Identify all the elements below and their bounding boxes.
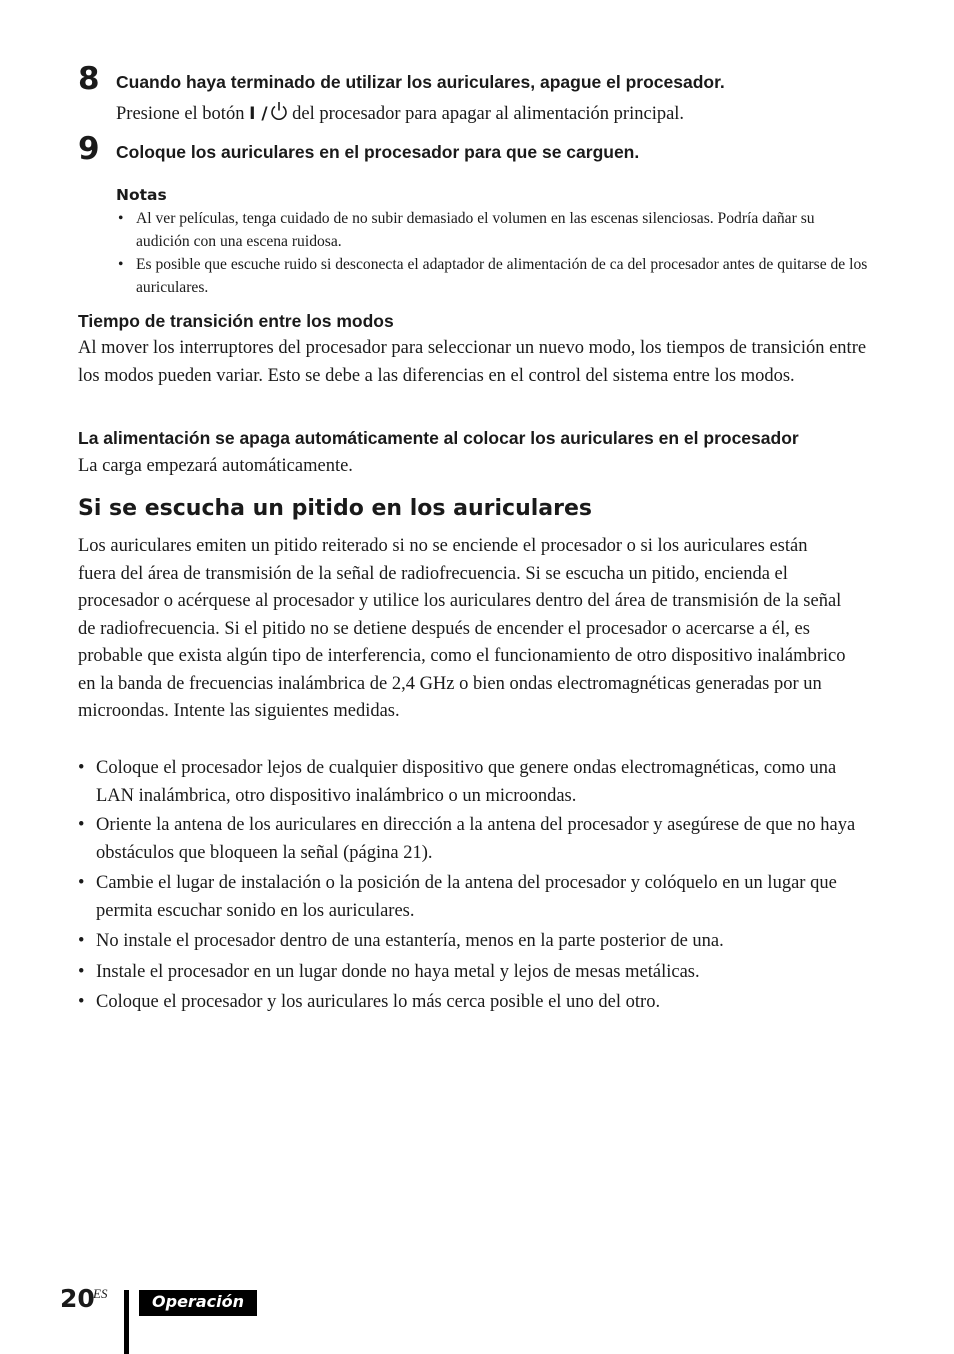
list-item [78,989,868,1017]
step-9-number: 9 [78,131,100,167]
bullet-marker: • [118,256,124,273]
note-text: Al ver películas, tenga cuidado de no subir demasiado el volumen en las escenas silenciosas. Podría dañar su audición con una escena ruidosa. [136,210,815,250]
bullet-marker: • [78,962,85,982]
beep-heading: Si se escucha un pitido en los auriculares [78,496,593,521]
power-icon [270,101,288,127]
note-item [118,253,868,299]
bullet-marker: • [78,992,85,1012]
notes-heading: Notas [116,186,167,204]
list-item [78,755,868,810]
list-item-text: Cambie el lugar de instalación o la posición de la antena del procesador y colóquelo en un lugar que permita escuchar sonido en los auriculares. [96,873,837,921]
page-language: ES [93,1286,108,1301]
beep-text: Los auriculares emiten un pitido reiterado si no se enciende el procesador o si los auriculares están fuera del área de transmisión de la señal de radiofrecuencia. Si se escucha un pitido, encienda el procesador o acérquese al procesador y utilice los auriculares dentro del área de transmisión de la señal de radiofrecuencia. Si el pitido no se detiene después de encender el procesador o acercarse a él, es probable que exista algún tipo de interferencia, como el funcionamiento de otro dispositivo inalámbrico en la banda de frecuencias inalámbrica de 2,4 GHz o bien ondas electromagnéticas generadas por un microondas. Intente las siguientes medidas. [78,536,846,721]
step-8-body [116,101,684,127]
list-item-text: Oriente la antena de los auriculares en dirección a la antena del procesador y asegúrese de que no haya obstáculos que bloqueen la señal (página 21). [96,815,856,863]
list-item [78,812,868,867]
note-item [118,207,868,253]
step-8-number: 8 [78,61,100,97]
list-item [78,928,868,956]
bullet-marker: • [78,758,85,778]
step-8-body-before: Presione el botón [116,104,245,124]
transition-text: Al mover los interruptores del procesador para seleccionar un nuevo modo, los tiempos de transición entre los modos pueden variar. Esto se debe a las diferencias en el control del sistema entre los modos. [78,338,867,386]
bullet-marker: • [118,210,124,227]
step-8-title: Cuando haya terminado de utilizar los auriculares, apague el procesador. [116,72,725,92]
note-text: Es posible que escuche ruido si desconecta el adaptador de alimentación de ca del procesador antes de quitarse de los auriculares. [136,256,868,296]
list-item-text: Coloque el procesador y los auriculares lo más cerca posible el uno del otro. [96,992,661,1012]
bullet-marker: • [78,873,85,893]
list-item [78,959,868,987]
list-item-text: Instale el procesador en un lugar donde no haya metal y lejos de mesas metálicas. [96,962,700,982]
transition-heading: Tiempo de transición entre los modos [78,311,394,331]
auto-power-text: La carga empezará automáticamente. [78,456,353,476]
bullet-marker: • [78,815,85,835]
auto-power-heading: La alimentación se apaga automáticamente al colocar los auriculares en el procesador [78,428,799,448]
page-number: 20 [60,1284,95,1313]
list-item [78,870,868,925]
step-8-body-after: del procesador para apagar al alimentación principal. [292,104,685,124]
section-tab: Operación [139,1290,257,1316]
power-button-label: I / [249,104,268,124]
list-item-text: No instale el procesador dentro de una estantería, menos en la parte posterior de una. [96,931,724,951]
footer-divider [124,1290,129,1354]
step-9-title: Coloque los auriculares en el procesador para que se carguen. [116,142,640,162]
list-item-text: Coloque el procesador lejos de cualquier dispositivo que genere ondas electromagnéticas, como una LAN inalámbrica, otro dispositivo inalámbrico o un microondas. [96,758,837,806]
bullet-marker: • [78,931,85,951]
